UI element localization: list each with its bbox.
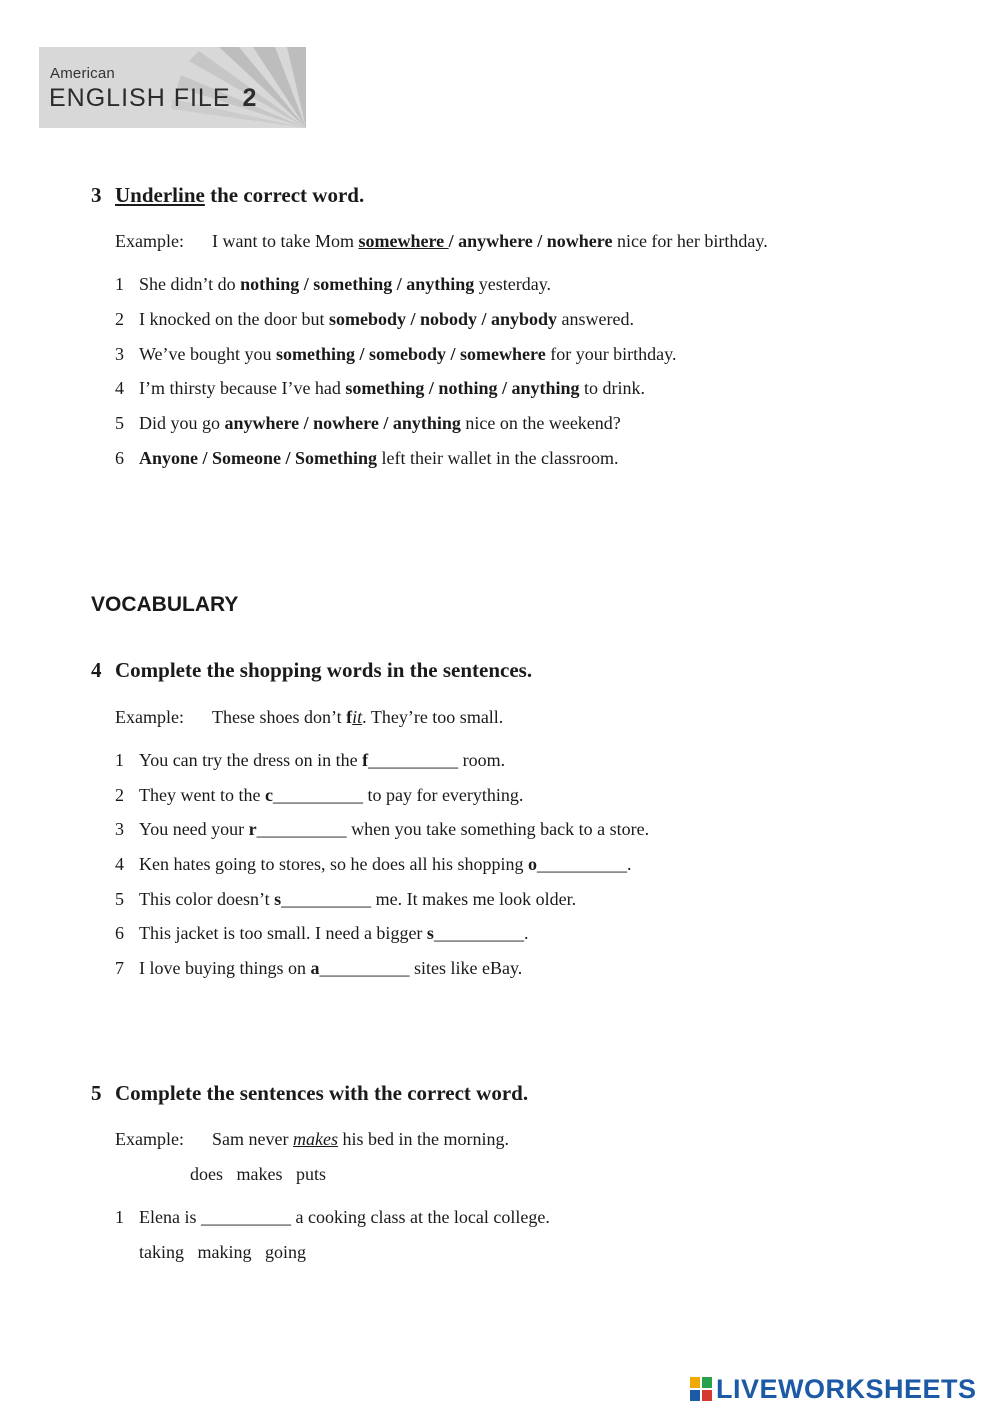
american-english-file-logo	[39, 47, 306, 128]
logo-level: 2	[242, 84, 258, 112]
logo-line1: American	[50, 65, 115, 82]
answer-blank[interactable]: __________	[368, 750, 459, 770]
exercise-5-item-choices: taking making going	[139, 1242, 306, 1262]
liveworksheets-blocks-icon	[690, 1377, 712, 1401]
exercise-3-example: Example: I want to take Mom somewhere / anywhere / nowhere nice for her birthday.	[115, 231, 768, 251]
exercise-4-item: 3 You need your r__________ when you take something back to a store.	[115, 819, 650, 839]
exercise-3-item: 2 I knocked on the door but somebody / nobody / anybody answered.	[115, 309, 635, 329]
exercise-3-item: 5 Did you go anywhere / nowhere / anything nice on the weekend?	[115, 413, 621, 433]
answer-blank[interactable]: __________	[433, 923, 524, 943]
answer-blank[interactable]: __________	[200, 1207, 291, 1227]
exercise-4-item: 5 This color doesn’t s__________ me. It makes me look older.	[115, 889, 577, 909]
exercise-4-item: 1 You can try the dress on in the f__________ room.	[115, 750, 506, 770]
exercise-3-item: 1 She didn’t do nothing / something / anything yesterday.	[115, 274, 552, 294]
exercise-4-item: 4 Ken hates going to stores, so he does all his shopping o__________.	[115, 854, 632, 874]
exercise-4-item: 2 They went to the c__________ to pay for everything.	[115, 785, 524, 805]
exercise-4-item: 7 I love buying things on a__________ sites like eBay.	[115, 958, 523, 978]
exercise-5-heading: 5 Complete the sentences with the correct word.	[91, 1081, 529, 1105]
exercise-4-item: 6 This jacket is too small. I need a bigger s__________.	[115, 923, 529, 943]
liveworksheets-brand-text: LIVEWORKSHEETS	[716, 1373, 977, 1404]
exercise-3-item: 4 I’m thirsty because I’ve had something / nothing / anything to drink.	[115, 378, 645, 398]
answer-blank[interactable]: __________	[536, 854, 627, 874]
exercise-5-example-choices: does makes puts	[190, 1164, 326, 1184]
exercise-3-item: 6 Anyone / Someone / Something left their wallet in the classroom.	[115, 448, 619, 468]
vocabulary-section-title: VOCABULARY	[91, 593, 239, 616]
exercise-3-heading: 3 Underline the correct word.	[91, 183, 365, 207]
answer-blank[interactable]: __________	[319, 958, 410, 978]
exercise-4-example: Example: These shoes don’t fit. They’re too small.	[115, 707, 504, 727]
answer-blank[interactable]: __________	[272, 785, 363, 805]
exercise-4-heading: 4 Complete the shopping words in the sentences.	[91, 658, 533, 682]
answer-blank[interactable]: __________	[281, 889, 372, 909]
logo-line2: ENGLISH FILE 2	[49, 84, 258, 112]
liveworksheets-logo	[690, 1373, 977, 1405]
exercise-5-item: 1 Elena is __________ a cooking class at the local college.	[115, 1207, 550, 1227]
exercise-3-item: 3 We’ve bought you something / somebody / somewhere for your birthday.	[115, 344, 677, 364]
exercise-5-example: Example: Sam never makes his bed in the morning.	[115, 1129, 509, 1149]
answer-blank[interactable]: __________	[256, 819, 347, 839]
